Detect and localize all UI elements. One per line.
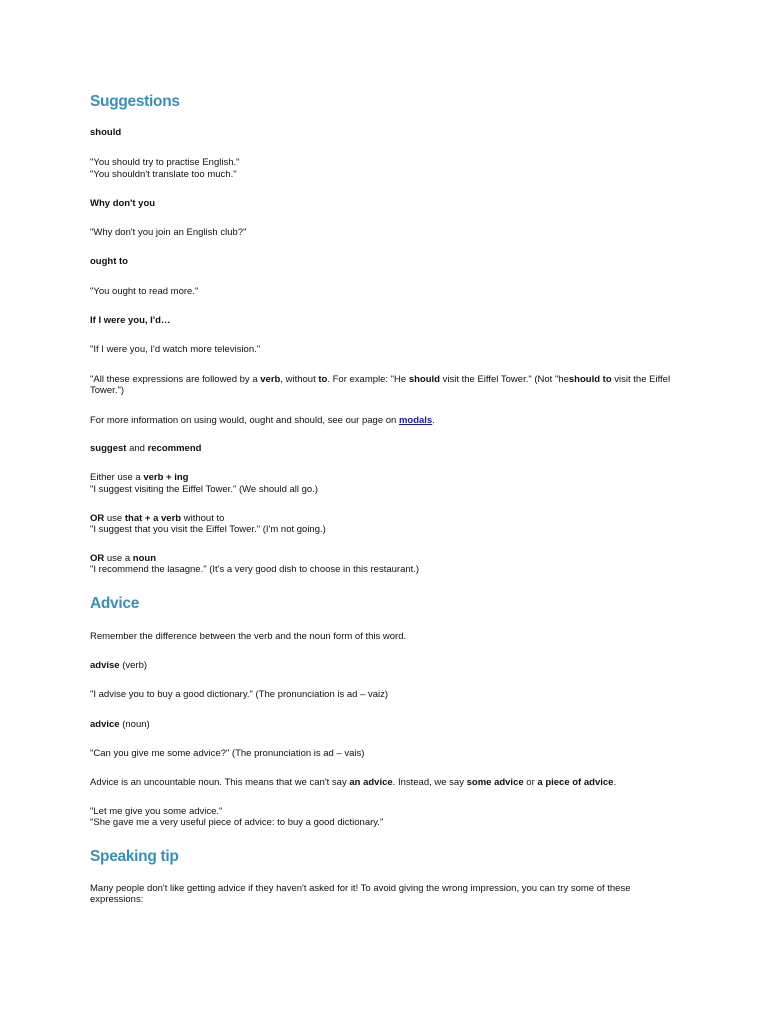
speaking-tip-text: Many people don't like getting advice if they haven't asked for it! To avoid giving the wrong impression, you can try some of these expressions: <box>90 883 631 905</box>
suggest-recommend-line: suggest and recommend <box>90 443 202 454</box>
or-that-line: OR use that + a verb without to <box>90 513 225 524</box>
example-advice-1: "Let me give you some advice." <box>90 806 223 817</box>
modals-link[interactable]: modals <box>398 415 433 426</box>
label-should: should <box>90 127 122 138</box>
example-advice-2: "She gave me a very useful piece of advice: to buy a good dictionary." <box>90 817 384 828</box>
or-noun-line: OR use a noun <box>90 553 156 564</box>
advise-verb-line: advise (verb) <box>90 660 148 671</box>
more-info-line: For more information on using would, ought and should, see our page on modals. <box>90 415 435 426</box>
example-should-1: "You should try to practise English." <box>90 157 240 168</box>
example-should-2: "You shouldn't translate too much." <box>90 169 237 180</box>
label-ought-to: ought to <box>90 256 128 267</box>
example-advise: "I advise you to buy a good dictionary." (The pronunciation is ad – vaiz) <box>90 689 389 700</box>
either-line: Either use a verb + ing <box>90 472 189 483</box>
example-if-i-were-you: "If I were you, I'd watch more television." <box>90 344 261 355</box>
label-if-i-were-you: If I were you, I'd… <box>90 315 171 326</box>
note-expressions: "All these expressions are followed by a verb, without to. For example: "He should visit the Eiffel Tower." (Not "heshould to visit the Eiffel Tower.") <box>90 374 671 396</box>
uncountable-note: Advice is an uncountable noun. This means that we can't say an advice. Instead, we say some advice or a piece of advice. <box>90 777 617 788</box>
label-why-dont-you: Why don't you <box>90 198 156 209</box>
example-suggest-that: "I suggest that you visit the Eiffel Tower." (I'm not going.) <box>90 524 326 535</box>
example-why-dont-you: "Why don't you join an English club?" <box>90 227 247 238</box>
heading-suggestions: Suggestions <box>90 93 180 110</box>
example-ought-to: "You ought to read more." <box>90 286 199 297</box>
advice-noun-line: advice (noun) <box>90 719 150 730</box>
heading-advice: Advice <box>90 595 140 612</box>
example-recommend: "I recommend the lasagne." (It's a very good dish to choose in this restaurant.) <box>90 564 420 575</box>
example-advice: "Can you give me some advice?" (The pronunciation is ad – vais) <box>90 748 365 759</box>
advice-intro: Remember the difference between the verb and the noun form of this word. <box>90 631 407 642</box>
heading-speaking-tip: Speaking tip <box>90 848 179 865</box>
example-suggest-visiting: "I suggest visiting the Eiffel Tower." (We should all go.) <box>90 484 318 495</box>
